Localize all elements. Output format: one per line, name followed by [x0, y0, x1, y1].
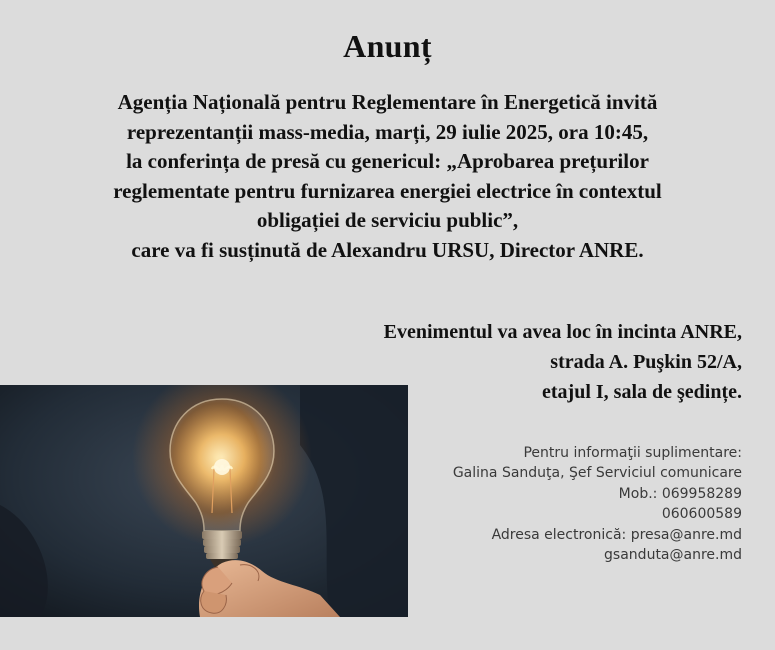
light-bulb-photo [0, 385, 408, 617]
contact-email: gsanduta@anre.md [604, 547, 742, 564]
page-title: Anunț [343, 28, 432, 64]
announcement-line: obligației de serviciu public”, [256, 208, 519, 232]
announcement-line: care va fi susținută de Alexandru URSU, Director ANRE. [131, 237, 644, 262]
contact-phone: 060600589 [661, 506, 742, 523]
contact-heading: Pentru informaţii suplimentare: [523, 445, 742, 461]
announcement-line: Agenția Națională pentru Reglementare în Energetică invită [117, 90, 658, 114]
contact-phone: Mob.: 069958289 [618, 485, 742, 502]
venue-info [384, 317, 742, 407]
light-bulb-icon [0, 385, 408, 617]
announcement-text [0, 88, 775, 265]
venue-line: strada A. Puşkin 52/A, [550, 351, 742, 373]
venue-line: Evenimentul va avea loc în incinta ANRE, [383, 321, 742, 343]
contact-info [453, 443, 742, 565]
venue-line: etajul I, sala de şedințe. [542, 381, 742, 403]
contact-person: Galina Sanduţa, Şef Serviciul comunicare [452, 465, 742, 482]
announcement-line: la conferința de presă cu genericul: „Aprobarea prețurilor [126, 149, 649, 173]
announcement-line: reglementate pentru furnizarea energiei electrice în contextul [113, 178, 662, 203]
announcement-line: reprezentanții mass-media, marți, 29 iulie 2025, ora 10:45, [126, 119, 649, 144]
contact-email: Adresa electronică: presa@anre.md [491, 526, 742, 543]
